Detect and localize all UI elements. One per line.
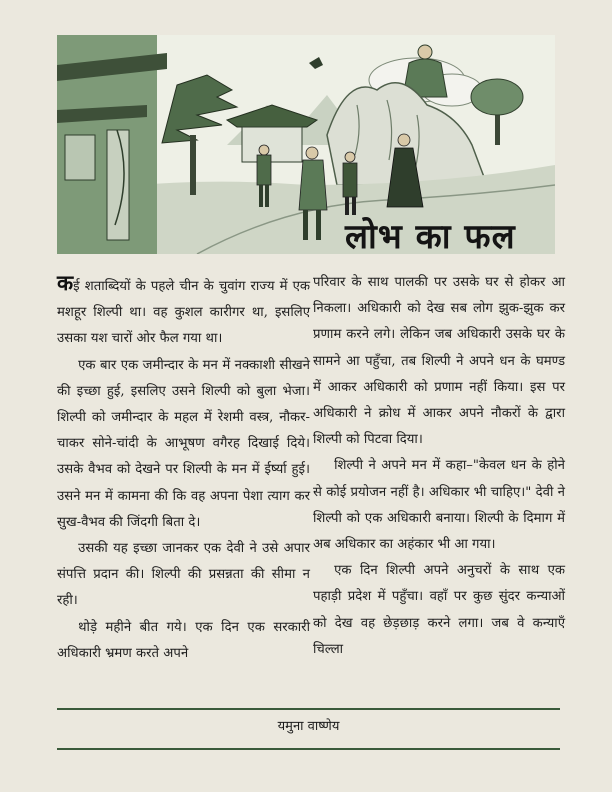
paragraph: एक दिन शिल्पी अपने अनुचरों के साथ एक पहाड़ी प्रदेश में पहुँचा। वहाँ पर कुछ सुंदर कन्याओं को देख वह छेड़छाड़ करने लगा। जब वे कन्याएँ चिल्ला (313, 563, 565, 657)
goddess-head (418, 45, 432, 59)
pine-trunk (190, 135, 196, 195)
palace-window (65, 135, 95, 180)
paragraph: एक बार एक जमीन्दार के मन में नक्काशी सीखने की इच्छा हुई, इसलिए उसने शिल्पी को बुला भेजा। शिल्पी को जमीन्दार के महल में रेशमी वस्त्र, नौकर-चाकर सोने-चांदी के आभूषण वगैरह दिखाई दिये। उसके वैभव को देखने पर शिल्पी के मन में ईर्ष्या हुई। उसने मन में कामना की कि वह अपना पेशा त्याग कर सुख-वैभव की जिंदगी बिता दे। (57, 357, 310, 530)
footer-rule-bottom (57, 748, 560, 750)
paragraph (57, 270, 310, 353)
text-column-right (313, 270, 565, 663)
paragraph: शिल्पी ने अपने मन में कहा–"केवल धन के होने से कोई प्रयोजन नहीं है। अधिकार भी चाहिए।" देवी ने शिल्पी को एक अधिकारी बनाया। शिल्पी के दिमाग में अब अधिकार का अहंकार भी आ गया। (313, 458, 565, 553)
paragraph: थोड़े महीने बीत गये। एक दिन एक सरकारी अधिकारी भ्रमण करते अपने (57, 619, 310, 661)
text-column-left (57, 270, 310, 667)
footer-rule-top (57, 708, 560, 710)
paragraph-text: ई शताब्दियों के पहले चीन के चुवांग राज्य में एक मशहूर शिल्पी था। वह कुशल कारीगर था, इसलिए उसका यश चारों ओर फैल गया था। (57, 279, 310, 347)
pavilion-body (242, 127, 302, 162)
paragraph: उसकी यह इच्छा जानकर एक देवी ने उसे अपार संपत्ति प्रदान की। शिल्पी की प्रसन्नता की सीमा न रही। (57, 541, 310, 609)
paragraph: परिवार के साथ पालकी पर उसके घर से होकर आ निकला। अधिकारी को देख सब लोग झुक-झुक कर प्रणाम करने लगे। लेकिन जब अधिकारी उसके घर के सामने आ पहुँचा, तब शिल्पी ने अपने धन के घमण्ड में आकर अधिकारी को प्रणाम नहीं किया। इस पर अधिकारी ने क्रोध में आकर अपने नौकरों के द्वारा शिल्पी को पिटवा दिया। (313, 275, 565, 448)
author-credit: यमुना वाष्णेय (277, 719, 340, 734)
dropcap: क (57, 271, 74, 295)
tree-canopy (471, 79, 523, 115)
story-title: लोभ का फल (345, 217, 516, 257)
palace-pillar (107, 130, 129, 240)
